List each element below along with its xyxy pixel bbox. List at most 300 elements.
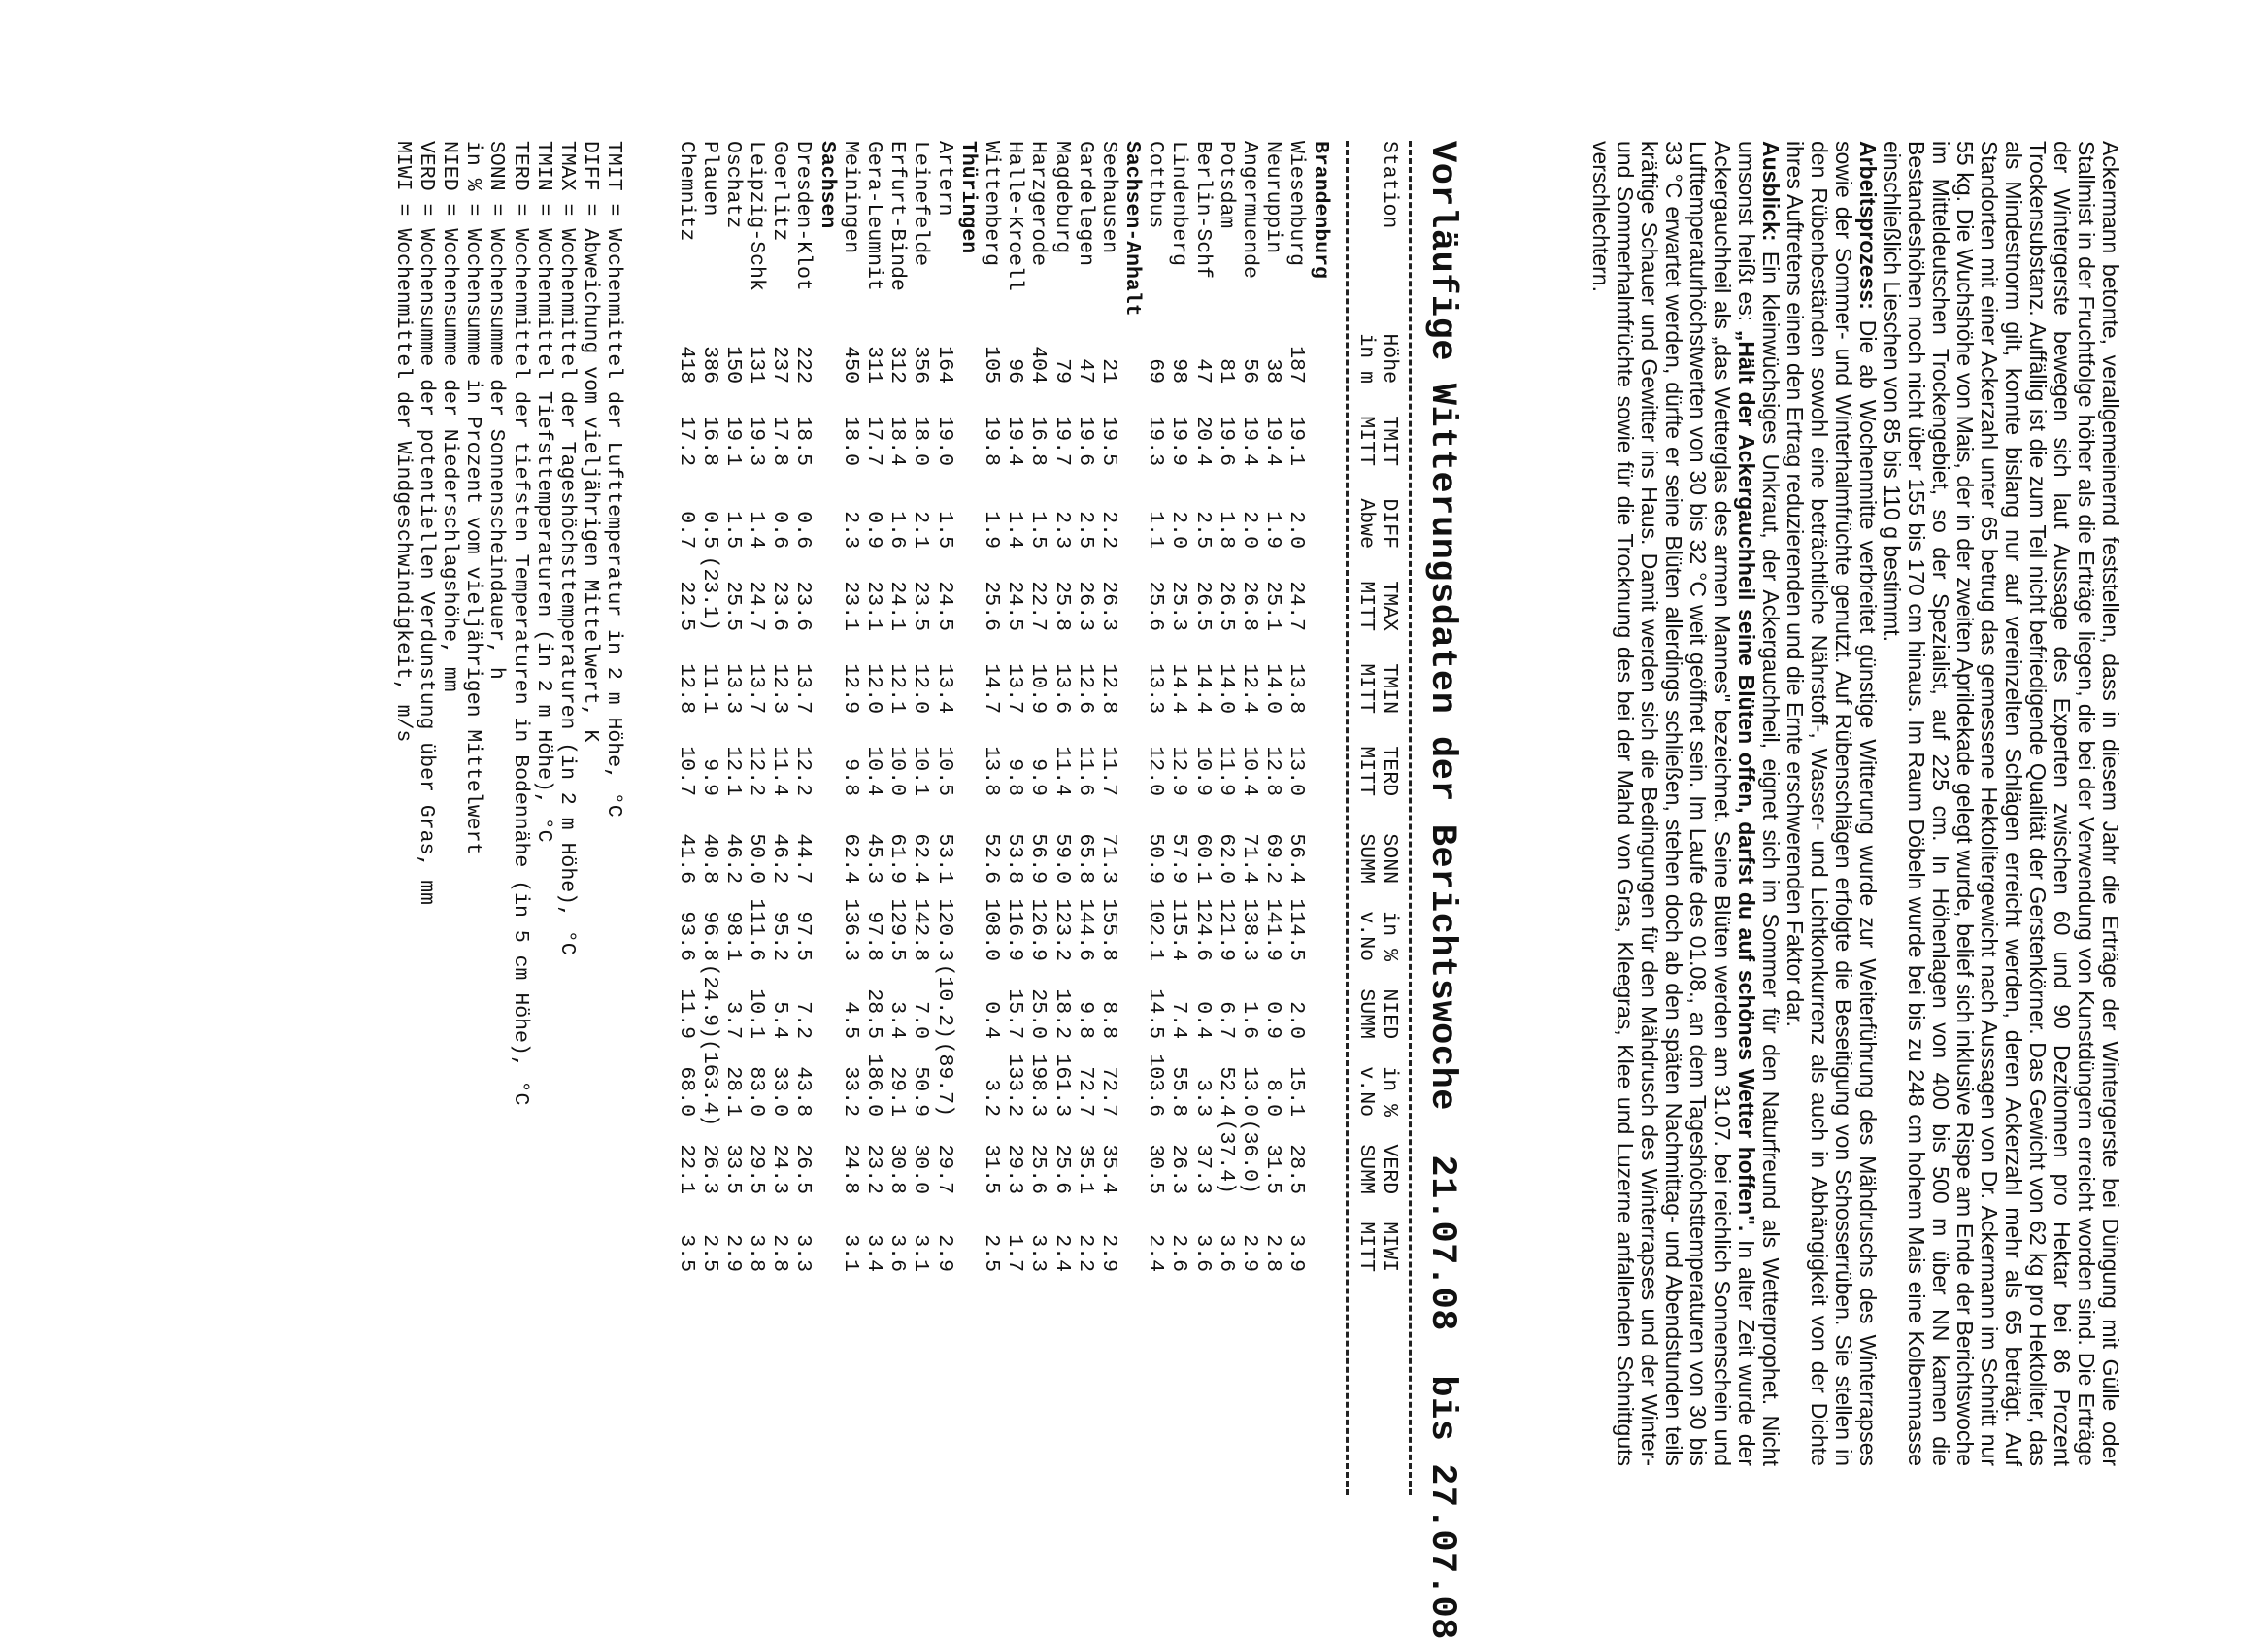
table-cell: 22.7 <box>1026 581 1051 631</box>
table-cell: 10.1 <box>909 746 933 796</box>
ausblick-text-b: In alter Zeit wurde der Ackergauchheil als „das Wetterglas des armen Mannes" bezeichnet. Seine Blüten werden am 31.07. bei reichlich Sonnenschein und Lufttemperaturhöchstwerten von 30 bis 32 °C weit geöffnet sein. Im Laufe des 01.08., an dem Tageshöchsttemperaturen von 30 bis 33 °C erwartet werden, dürfte er seine Blüten allerdings schließen, stehen doch ab den späten Nachmittag- und Abendstunden teils kräftige Schauer und Gewitter ins Haus. Damit werden sich die Bedingungen für den Mähdrusch des Winterrapses und der Winter- und Sommerhalmfrüchte sowie für die Trocknung des bei der Mahd von Gras, Kleegras, Klee und Luzerne anfallenden Schnittguts verschlechtern. <box>1588 141 1759 1466</box>
header-row-1 <box>1378 141 1401 1500</box>
table-cell: 62.4 <box>838 833 862 884</box>
table-cell: 52.4 <box>1214 1066 1238 1117</box>
table-cell: 17.2 <box>674 416 698 466</box>
paragraph-arbeitsprozess <box>1783 141 1880 1466</box>
table-cell: 17.7 <box>862 416 886 466</box>
table-cell: Leinefelde <box>909 141 933 267</box>
table-cell: 33.5 <box>720 1144 745 1194</box>
table-cell: 30.0 <box>909 1144 933 1194</box>
table-cell: 356 <box>909 346 933 384</box>
table-cell: Lindenberg <box>1167 141 1191 267</box>
table-cell: 71.4 <box>1238 833 1262 884</box>
table-cell: 56 <box>1238 358 1262 384</box>
table-cell: 26.5 <box>791 1144 816 1194</box>
table-cell: 2.0 <box>1238 511 1262 549</box>
table-cell: 25.6 <box>1026 1144 1051 1194</box>
table-cell: 13.0 <box>1238 1066 1262 1117</box>
table-cell: 11.9 <box>1214 746 1238 796</box>
table-row <box>1261 141 1284 1500</box>
table-cell: 2.8 <box>768 1234 792 1272</box>
table-cell: 14.4 <box>1167 663 1191 714</box>
table-cell: 26.8 <box>1238 581 1262 631</box>
table-cell: 12.0 <box>909 663 933 714</box>
table-cell: 14.7 <box>980 663 1003 714</box>
table-cell: 12.8 <box>1261 746 1285 796</box>
table-cell: 150 <box>720 346 745 384</box>
table-cell: 142.8 <box>909 898 933 961</box>
legend-item: TMIN = Wochenmittel Tiefsttemperaturen (in 2 m Höhe), °C <box>531 141 555 843</box>
weather-table <box>391 141 1413 1500</box>
table-row <box>698 141 721 1500</box>
table-cell: 60.1 <box>1190 833 1215 884</box>
table-row <box>1215 141 1238 1500</box>
header-row-2 <box>1354 141 1378 1500</box>
table-cell: 23.6 <box>768 581 792 631</box>
table-row <box>745 141 768 1500</box>
table-cell: 102.1 <box>1144 898 1168 961</box>
arbeitsprozess-text: Die ab Wochenmitte verbreitet günstige Witterung wurde zur Weiterführung des Mähdruschs des Winterrapses sowie der Sommer- und Winterhalmfrüchte genutzt. Auf Rübenschlägen erfolgte die Beseitigung von Schosserrüben. Sie stellen in den Rübenbeständen sowohl eine beträchtliche Nährstoff-, Wasser- und Lichtkonkurrenz als auch in Abhängigkeit von der Dichte ihres Auftretens einen den Ertrag reduzierenden und die Ernte erschwerenden Faktor dar. <box>1783 141 1881 1466</box>
table-cell: 44.7 <box>791 833 816 884</box>
table-row <box>1003 141 1026 1500</box>
table-cell: Oschatz <box>720 141 745 229</box>
table-cell: 55.8 <box>1167 1066 1191 1117</box>
table-cell: 19.4 <box>1003 416 1027 466</box>
table-cell: 1.6 <box>885 511 910 549</box>
table-cell: Angermuende <box>1238 141 1262 279</box>
table-cell: Magdeburg <box>1050 141 1074 254</box>
table-cell: 23.6 <box>791 581 816 631</box>
table-cell: (23.1) <box>697 555 721 631</box>
legend-item: NIED = Wochensumme der Niederschlagshöhe, mm <box>438 141 462 692</box>
table-cell: MITT <box>1353 746 1378 796</box>
table-cell: 108.0 <box>980 898 1003 961</box>
table-cell: 56.4 <box>1284 833 1309 884</box>
table-cell: 1.8 <box>1214 511 1238 549</box>
table-cell: 13.3 <box>720 663 745 714</box>
table-cell: (10.2) <box>932 963 956 1039</box>
table-cell: 11.7 <box>1096 746 1120 796</box>
table-cell: 15.1 <box>1284 1066 1309 1117</box>
table-cell: 11.4 <box>1050 746 1074 796</box>
table-cell: 12.8 <box>674 663 698 714</box>
table-cell: Wittenberg <box>980 141 1003 267</box>
table-cell: Seehausen <box>1096 141 1120 254</box>
table-cell: Potsdam <box>1214 141 1238 229</box>
table-cell: 9.9 <box>1026 758 1051 796</box>
table-cell: Gera-Leumnit <box>862 141 886 291</box>
table-cell: 79 <box>1050 358 1074 384</box>
table-cell: 24.3 <box>768 1144 792 1194</box>
table-cell: 7.4 <box>1167 1001 1191 1039</box>
table-cell: 312 <box>885 346 910 384</box>
table-cell: 3.1 <box>838 1234 862 1272</box>
table-cell: Station <box>1378 141 1401 229</box>
table-cell: 21 <box>1096 358 1120 384</box>
table-cell: 19.0 <box>932 416 956 466</box>
table-cell: SUMM <box>1353 1144 1378 1194</box>
table-cell: TMAX <box>1378 581 1401 631</box>
table-cell: 98 <box>1167 358 1191 384</box>
table-cell: 1.5 <box>932 511 956 549</box>
table-cell: 22.5 <box>674 581 698 631</box>
table-cell: 0.6 <box>768 511 792 549</box>
table-cell: 18.0 <box>838 416 862 466</box>
table-cell: 35.1 <box>1073 1144 1097 1194</box>
table-cell: Plauen <box>697 141 721 217</box>
table-cell: DIFF <box>1378 498 1401 549</box>
table-cell: 164 <box>932 346 956 384</box>
table-cell: 47 <box>1190 358 1215 384</box>
table-cell: 14.0 <box>1214 663 1238 714</box>
table-cell: 29.7 <box>932 1144 956 1194</box>
table-cell: 138.3 <box>1238 898 1262 961</box>
table-cell: 9.8 <box>838 758 862 796</box>
table-cell: 14.5 <box>1144 988 1168 1039</box>
table-cell: 1.1 <box>1144 511 1168 549</box>
table-cell: 2.5 <box>697 1234 721 1272</box>
table-row <box>839 141 862 1500</box>
table-cell: 155.8 <box>1096 898 1120 961</box>
table-cell: 24.7 <box>1284 581 1309 631</box>
table-row <box>862 141 885 1500</box>
table-cell: 3.3 <box>1026 1234 1051 1272</box>
legend-item: TERD = Wochenmittel der tiefsten Temperaturen in Bodennähe (in 5 cm Höhe), °C <box>508 141 532 1106</box>
report-text <box>1588 141 2122 1466</box>
legend <box>391 141 626 1500</box>
table-cell: 31.5 <box>1261 1144 1285 1194</box>
table-cell: 3.2 <box>980 1079 1003 1117</box>
ausblick-quote: „Hält der Ackergauchheil seine Blüten offen, darfst du auf schönes Wetter hoffen". <box>1734 329 1759 1232</box>
table-cell: 1.6 <box>1238 1001 1262 1039</box>
table-cell: 19.6 <box>1214 416 1238 466</box>
table-cell: 14.0 <box>1261 663 1285 714</box>
table-cell: 19.3 <box>1144 416 1168 466</box>
table-cell: 311 <box>862 346 886 384</box>
table-cell: 45.3 <box>862 833 886 884</box>
table-cell: Höhe <box>1378 333 1401 384</box>
table-cell: 12.0 <box>1144 746 1168 796</box>
table-cell: 2.5 <box>1190 511 1215 549</box>
table-cell: 25.6 <box>1144 581 1168 631</box>
table-cell: 12.3 <box>768 663 792 714</box>
table-cell: 53.8 <box>1003 833 1027 884</box>
table-cell: 19.7 <box>1050 416 1074 466</box>
table-cell: 1.4 <box>1003 511 1027 549</box>
table-cell: Dresden-Klot <box>791 141 816 291</box>
table-cell: (24.9) <box>697 963 721 1039</box>
table-cell: 2.5 <box>1073 511 1097 549</box>
table-cell: 3.3 <box>791 1234 816 1272</box>
table-cell: TMIN <box>1378 663 1401 714</box>
table-cell: 19.5 <box>1096 416 1120 466</box>
table-cell: 121.9 <box>1214 898 1238 961</box>
table-cell: 120.3 <box>932 898 956 961</box>
table-cell: 52.6 <box>980 833 1003 884</box>
table-cell: 81 <box>1214 358 1238 384</box>
table-cell: in m <box>1353 333 1378 384</box>
table-cell: 22.1 <box>674 1144 698 1194</box>
table-cell: 0.5 <box>697 511 721 549</box>
table-cell: 26.5 <box>1190 581 1215 631</box>
table-cell: 6.7 <box>1214 1001 1238 1039</box>
table-cell: 2.4 <box>1050 1234 1074 1272</box>
ausblick-text-a: Ein kleinwüchsiges Unkraut, der Ackergauchheil, eignet sich im Sommer für den Naturfreund als Wetterprophet. Nicht umsonst heißt es: <box>1734 141 1784 1466</box>
state-group-heading: Sachsen <box>815 141 839 229</box>
table-cell: 141.9 <box>1261 898 1285 961</box>
legend-item: MIWI = Wochenmittel der Windgeschwindigkeit, m/s <box>390 141 415 743</box>
table-row <box>1026 141 1050 1500</box>
table-row <box>885 141 909 1500</box>
table-cell: 18.0 <box>909 416 933 466</box>
table-cell <box>1354 141 1378 291</box>
table-cell: 57.9 <box>1167 833 1191 884</box>
table-cell: 53.1 <box>932 833 956 884</box>
table-cell: 13.4 <box>932 663 956 714</box>
table-cell: NIED <box>1378 988 1401 1039</box>
table-cell: 2.8 <box>1261 1234 1285 1272</box>
table-cell: 11.4 <box>768 746 792 796</box>
table-row <box>932 141 955 1500</box>
table-cell: 19.1 <box>720 416 745 466</box>
table-cell: 3.1 <box>909 1234 933 1272</box>
table-cell: 25.5 <box>720 581 745 631</box>
state-group-heading: Sachsen-Anhalt <box>1120 141 1145 317</box>
table-cell: (89.7) <box>932 1041 956 1117</box>
arbeitsprozess-heading: Arbeitsprozess: <box>1855 141 1881 310</box>
state-group-heading: Thüringen <box>955 141 980 254</box>
table-cell: 2.2 <box>1096 511 1120 549</box>
table-cell: Abwe <box>1353 498 1378 549</box>
table-cell: 40.8 <box>697 833 721 884</box>
table-cell: 72.7 <box>1096 1066 1120 1117</box>
table-cell: 62.0 <box>1214 833 1238 884</box>
table-cell: 93.6 <box>674 911 698 961</box>
table-cell: 9.9 <box>697 758 721 796</box>
state-group-heading: Brandenburg <box>1308 141 1332 279</box>
table-cell: Meiningen <box>838 141 862 254</box>
table-cell: 69 <box>1144 358 1168 384</box>
table-cell: 30.8 <box>885 1144 910 1194</box>
table-row <box>768 141 791 1500</box>
table-cell: 13.0 <box>1284 746 1309 796</box>
table-cell: MITT <box>1353 663 1378 714</box>
table-cell: 3.9 <box>1284 1234 1309 1272</box>
table-cell: 18.5 <box>791 416 816 466</box>
table-cell: v.No <box>1353 911 1378 961</box>
table-cell: Chemnitz <box>674 141 698 242</box>
table-cell: 10.0 <box>885 746 910 796</box>
table-cell: 11.6 <box>1073 746 1097 796</box>
table-row <box>791 141 815 1500</box>
table-cell: 3.6 <box>1190 1234 1215 1272</box>
table-cell: 19.3 <box>745 416 769 466</box>
table-cell: 12.2 <box>791 746 816 796</box>
table-cell: 72.7 <box>1073 1066 1097 1117</box>
table-cell: 11.1 <box>697 663 721 714</box>
table-row <box>980 141 1003 1500</box>
table-cell: 0.4 <box>1190 1001 1215 1039</box>
table-cell: 97.5 <box>791 911 816 961</box>
table-row <box>674 141 697 1500</box>
table-cell: 10.7 <box>674 746 698 796</box>
table-cell: 15.7 <box>1003 988 1027 1039</box>
legend-item: TMAX = Wochenmittel der Tageshöchsttemperaturen (in 2 m Höhe), °C <box>555 141 579 955</box>
table-cell: SONN <box>1378 833 1401 884</box>
table-cell: 50.9 <box>1144 833 1168 884</box>
table-cell: 450 <box>838 346 862 384</box>
table-cell: 24.1 <box>885 581 910 631</box>
table-cell: 19.6 <box>1073 416 1097 466</box>
table-cell: 28.5 <box>1284 1144 1309 1194</box>
table-cell: 1.5 <box>720 511 745 549</box>
table-cell: 2.5 <box>980 1234 1003 1272</box>
table-row <box>1144 141 1167 1500</box>
table-cell: 131 <box>745 346 769 384</box>
table-cell: 69.2 <box>1261 833 1285 884</box>
table-cell: 26.3 <box>697 1144 721 1194</box>
table-cell: 71.3 <box>1096 833 1120 884</box>
table-row <box>1074 141 1097 1500</box>
table-cell: in % <box>1378 911 1401 961</box>
table-cell: (163.4) <box>697 1039 721 1127</box>
table-cell: 25.8 <box>1050 581 1074 631</box>
table-cell: 97.8 <box>862 911 886 961</box>
table-cell: 10.5 <box>932 746 956 796</box>
table-cell: 2.0 <box>1284 1001 1309 1039</box>
table-row <box>1097 141 1120 1500</box>
table-row <box>1167 141 1190 1500</box>
table-cell: 25.0 <box>1026 988 1051 1039</box>
table-cell: 237 <box>768 346 792 384</box>
table-cell: 1.5 <box>1026 511 1051 549</box>
table-cell: 33.0 <box>768 1066 792 1117</box>
table-cell: SUMM <box>1353 833 1378 884</box>
legend-item: DIFF = Abweichung vom vieljährigen Mittelwert, K <box>579 141 603 743</box>
table-cell: 161.3 <box>1050 1054 1074 1117</box>
table-cell: 12.2 <box>745 746 769 796</box>
table-cell: 25.6 <box>1050 1144 1074 1194</box>
table-cell: 24.8 <box>838 1144 862 1194</box>
table-cell: Leipzig-Schk <box>745 141 769 291</box>
table-cell: 3.4 <box>862 1234 886 1272</box>
table-cell: 1.7 <box>1003 1234 1027 1272</box>
table-cell: 115.4 <box>1167 898 1191 961</box>
table-cell: 5.4 <box>768 1001 792 1039</box>
table-cell: 129.5 <box>885 898 910 961</box>
table-row <box>909 141 932 1500</box>
legend-item: in % = Wochensumme in Prozent vom vieljährigen Mittelwert <box>461 141 485 855</box>
table-cell: 4.5 <box>838 1001 862 1039</box>
table-cell: 2.4 <box>1144 1234 1168 1272</box>
table-cell: 23.2 <box>862 1144 886 1194</box>
table-cell: 38 <box>1261 358 1285 384</box>
table-title: Vorläufige Witterungsdaten der Berichtswoche 21.07.08 bis 27.07.08 <box>1421 141 1462 1640</box>
table-cell: 3.7 <box>720 1001 745 1039</box>
table-cell: 2.6 <box>1167 1234 1191 1272</box>
table-cell: 12.1 <box>885 663 910 714</box>
table-cell: 96.8 <box>697 911 721 961</box>
table-cell: 35.4 <box>1096 1144 1120 1194</box>
table-cell: 65.8 <box>1073 833 1097 884</box>
table-cell: 83.0 <box>745 1066 769 1117</box>
table-cell: 24.5 <box>1003 581 1027 631</box>
table-cell: 3.3 <box>1190 1079 1215 1117</box>
table-cell: 2.9 <box>932 1234 956 1272</box>
table-cell: 418 <box>674 346 698 384</box>
table-cell: 3.8 <box>745 1234 769 1272</box>
table-cell: (36.0) <box>1238 1119 1262 1194</box>
table-cell: MIWI <box>1378 1222 1401 1272</box>
ausblick-heading: Ausblick: <box>1758 141 1784 242</box>
table-cell: 2.3 <box>1050 511 1074 549</box>
table-cell: 24.7 <box>745 581 769 631</box>
table-cell: 19.4 <box>1238 416 1262 466</box>
table-cell: 1.4 <box>745 511 769 549</box>
table-cell: 0.4 <box>980 1001 1003 1039</box>
legend-item: SONN = Wochensumme der Sonnenscheindauer, h <box>484 141 509 680</box>
table-cell: 8.0 <box>1261 1079 1285 1117</box>
table-cell: 13.7 <box>745 663 769 714</box>
table-cell: 47 <box>1073 358 1097 384</box>
table-cell: Neuruppin <box>1261 141 1285 254</box>
table-row <box>1284 141 1308 1500</box>
table-cell: 18.2 <box>1050 988 1074 1039</box>
table-cell: 12.9 <box>1167 746 1191 796</box>
table-cell: 13.7 <box>1003 663 1027 714</box>
table-cell: 12.1 <box>720 746 745 796</box>
table-cell: 133.2 <box>1003 1054 1027 1117</box>
table-cell: 23.5 <box>909 581 933 631</box>
table-cell: 43.8 <box>791 1066 816 1117</box>
table-cell: 61.9 <box>885 833 910 884</box>
table-cell: 8.8 <box>1096 1001 1120 1039</box>
legend-item: TMIT = Wochenmittel der Lufttemperatur in 2 m Höhe, °C <box>602 141 626 818</box>
table-cell: 16.8 <box>697 416 721 466</box>
table-cell: 59.0 <box>1050 833 1074 884</box>
table-cell: 13.8 <box>1284 663 1309 714</box>
table-cell: TERD <box>1378 746 1401 796</box>
table-cell: Gardelegen <box>1073 141 1097 267</box>
table-cell: 10.1 <box>745 988 769 1039</box>
table-cell: 20.4 <box>1190 416 1215 466</box>
table-cell: 3.5 <box>674 1234 698 1272</box>
table-cell: 46.2 <box>720 833 745 884</box>
table-cell: 12.0 <box>862 663 886 714</box>
table-cell: 186.0 <box>862 1054 886 1117</box>
table-cell: 124.6 <box>1190 898 1215 961</box>
table-cell: 7.2 <box>791 1001 816 1039</box>
title-rule <box>1409 141 1412 1495</box>
table-cell: 1.9 <box>1261 511 1285 549</box>
table-cell: 386 <box>697 346 721 384</box>
table-row <box>721 141 745 1500</box>
table-cell: 14.4 <box>1190 663 1215 714</box>
table-cell: 0.9 <box>1261 1001 1285 1039</box>
table-cell: 19.8 <box>980 416 1003 466</box>
table-cell: 96 <box>1003 358 1027 384</box>
table-cell: 56.9 <box>1026 833 1051 884</box>
table-cell: Artern <box>932 141 956 217</box>
table-row <box>1050 141 1073 1500</box>
table-cell: 12.9 <box>838 663 862 714</box>
table-cell: 98.1 <box>720 911 745 961</box>
table-cell: 37.3 <box>1190 1144 1215 1194</box>
table-cell: 25.1 <box>1261 581 1285 631</box>
table-cell: 10.9 <box>1026 663 1051 714</box>
table-cell: 26.3 <box>1073 581 1097 631</box>
